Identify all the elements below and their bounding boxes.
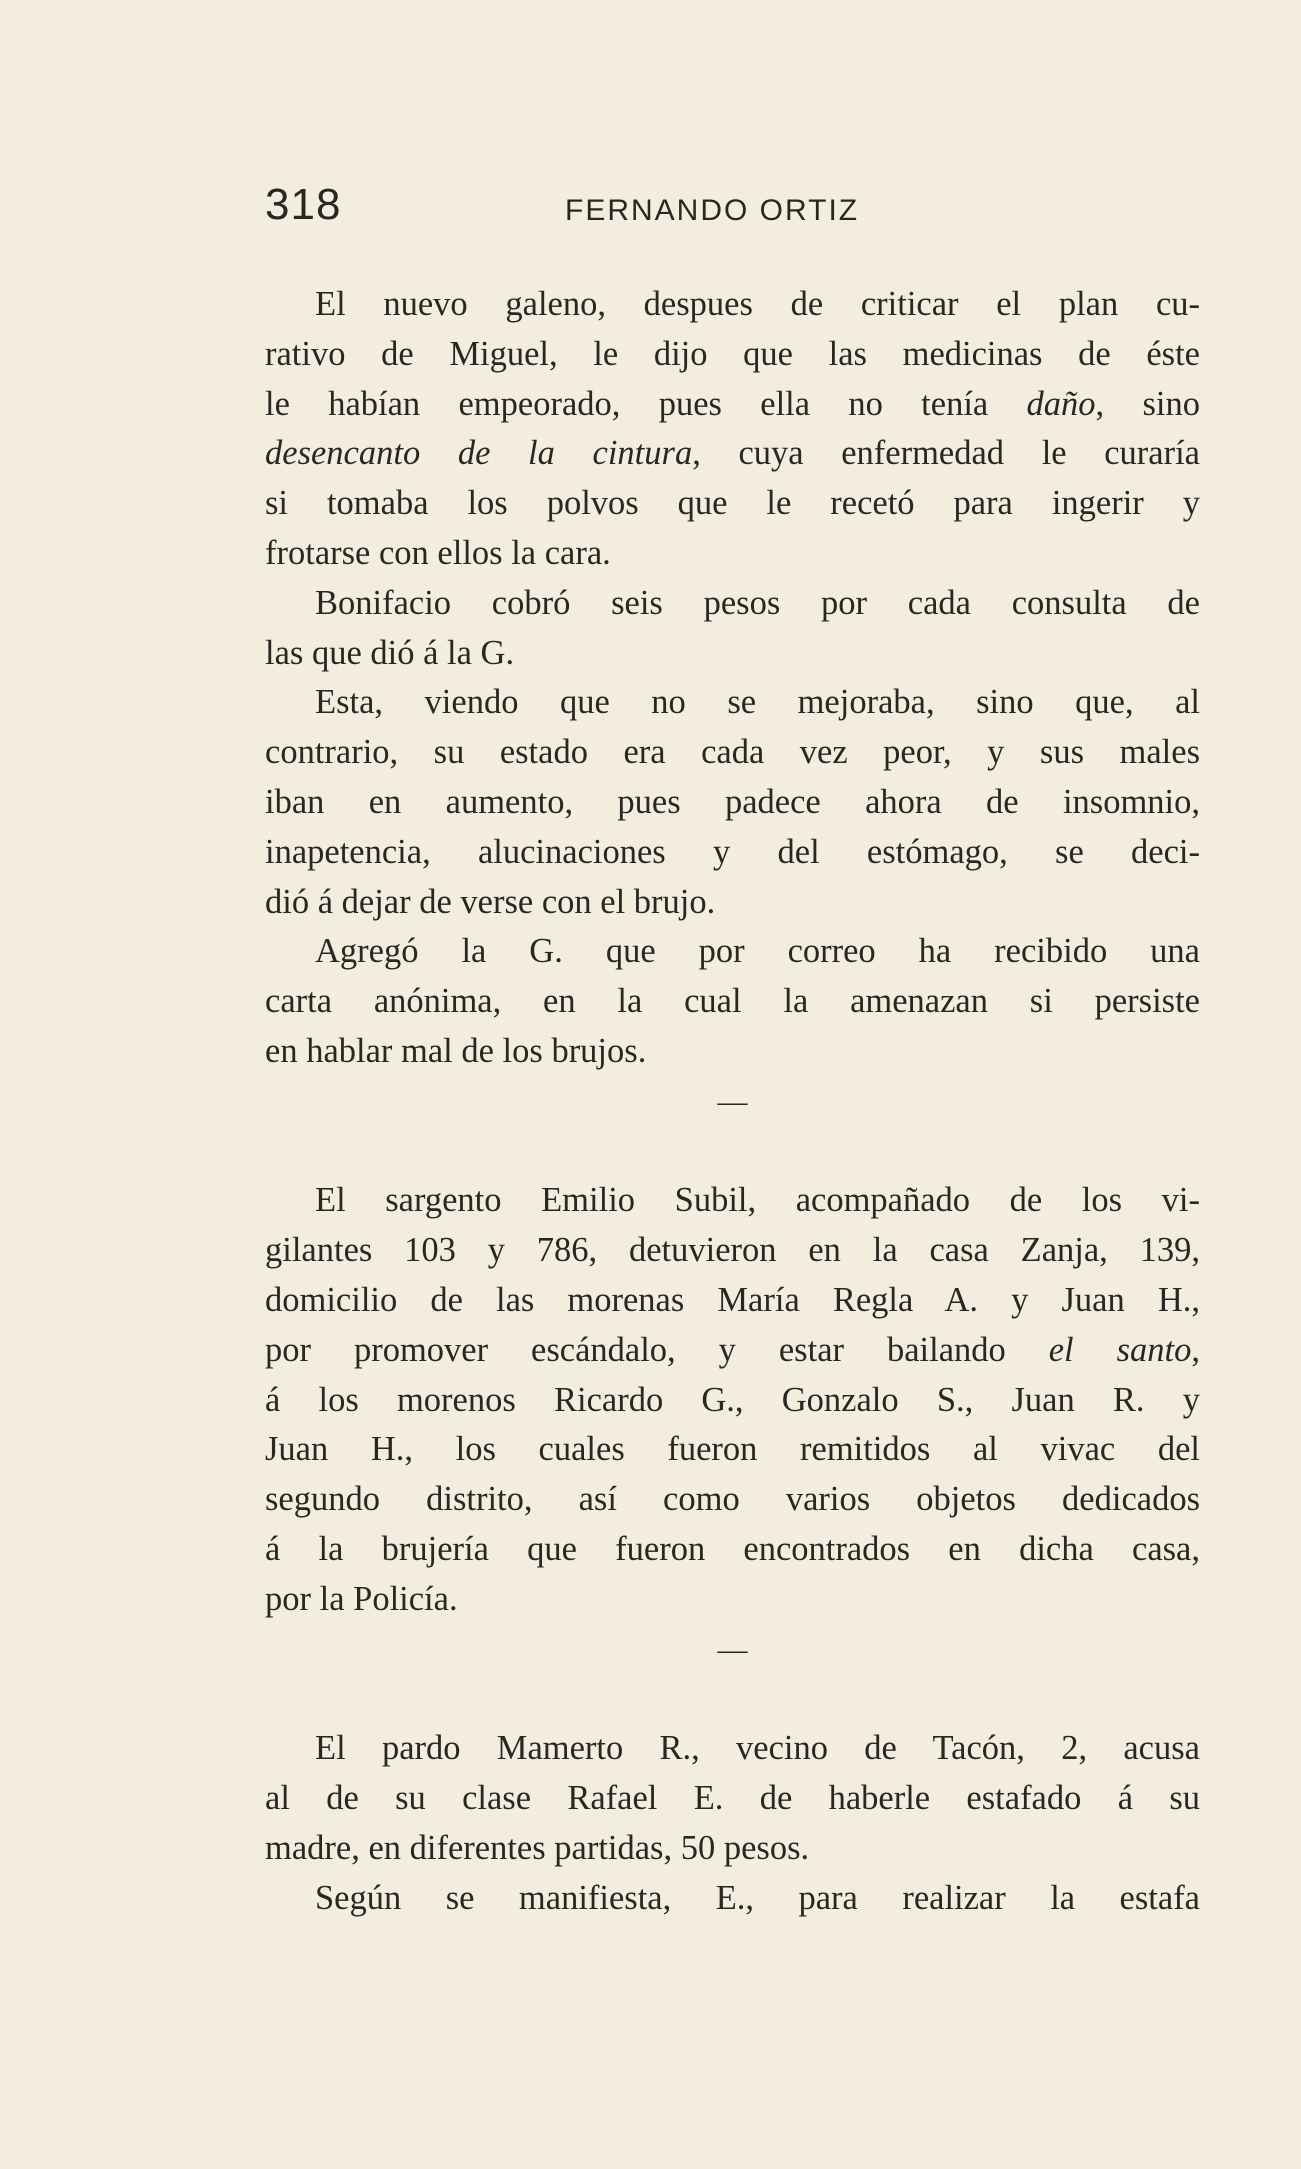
text-line: Agregó la G. que por correo ha recibido una bbox=[315, 932, 1200, 971]
paragraph-6 bbox=[265, 1724, 1200, 1873]
paragraph-1 bbox=[265, 280, 1200, 579]
text-line: por la Policía. bbox=[265, 1579, 458, 1618]
text-line: á la brujería que fueron encontrados en dicha casa, bbox=[265, 1529, 1200, 1568]
text-line: El sargento Emilio Subil, acompañado de los vi- bbox=[315, 1181, 1200, 1220]
text-line: las que dió á la G. bbox=[265, 633, 515, 672]
text-line: dió á dejar de verse con el brujo. bbox=[265, 882, 716, 921]
text-line: Bonifacio cobró seis pesos por cada consulta de bbox=[315, 583, 1200, 622]
paragraph-7 bbox=[265, 1874, 1200, 1924]
text-line: Juan H., los cuales fueron remitidos al vivac del bbox=[265, 1430, 1200, 1469]
text-line: Esta, viendo que no se mejoraba, sino que, al bbox=[315, 683, 1200, 722]
text-line bbox=[265, 429, 1200, 479]
paragraph-4 bbox=[265, 927, 1200, 1076]
running-title: FERNANDO ORTIZ bbox=[565, 194, 860, 227]
text-line: madre, en diferentes partidas, 50 pesos. bbox=[265, 1828, 810, 1867]
text-line: El pardo Mamerto R., vecino de Tacón, 2, acusa bbox=[315, 1729, 1200, 1768]
text-line: en hablar mal de los brujos. bbox=[265, 1031, 647, 1070]
text-run: por promover escándalo, y estar bailando bbox=[265, 1330, 1049, 1369]
text-line: iban en aumento, pues padece ahora de insomnio, bbox=[265, 782, 1200, 821]
text-run: , bbox=[1191, 1330, 1200, 1369]
paragraph-2 bbox=[265, 579, 1200, 679]
page-header bbox=[265, 180, 1200, 240]
text-line bbox=[265, 1326, 1200, 1376]
text-line: contrario, su estado era cada vez peor, y sus males bbox=[265, 733, 1200, 772]
text-line: al de su clase Rafael E. de haberle estafado á su bbox=[265, 1778, 1200, 1817]
text-run: , sino bbox=[1095, 384, 1200, 423]
paragraph-3 bbox=[265, 678, 1200, 927]
text-line: á los morenos Ricardo G., Gonzalo S., Juan R. y bbox=[265, 1380, 1200, 1419]
text-line: rativo de Miguel, le dijo que las medicinas de éste bbox=[265, 334, 1200, 373]
text-line: si tomaba los polvos que le recetó para ingerir y bbox=[265, 484, 1200, 523]
section-separator: — bbox=[717, 1632, 748, 1666]
page-body bbox=[265, 280, 1200, 1923]
italic-term: el santo bbox=[1048, 1330, 1192, 1369]
text-line: carta anónima, en la cual la amenazan si persiste bbox=[265, 982, 1200, 1021]
text-run: , cuya enfermedad le curaría bbox=[692, 434, 1200, 473]
section-separator: — bbox=[717, 1084, 748, 1118]
page-number: 318 bbox=[265, 180, 342, 229]
text-line: domicilio de las morenas María Regla A. y Juan H., bbox=[265, 1280, 1200, 1319]
text-line: El nuevo galeno, despues de criticar el plan cu- bbox=[315, 285, 1200, 323]
text-line bbox=[265, 380, 1200, 430]
text-line: frotarse con ellos la cara. bbox=[265, 533, 611, 572]
text-line: inapetencia, alucinaciones y del estómago, se deci- bbox=[265, 832, 1200, 871]
text-run: le habían empeorado, pues ella no tenía bbox=[265, 384, 1027, 423]
paragraph-5 bbox=[265, 1176, 1200, 1624]
italic-term: desencanto de la cintura bbox=[265, 434, 693, 473]
text-line: segundo distrito, así como varios objetos dedicados bbox=[265, 1480, 1200, 1519]
text-line: Según se manifiesta, E., para realizar la estafa bbox=[315, 1878, 1200, 1917]
italic-term: daño bbox=[1026, 384, 1096, 423]
text-line: gilantes 103 y 786, detuvieron en la casa Zanja, 139, bbox=[265, 1231, 1200, 1270]
